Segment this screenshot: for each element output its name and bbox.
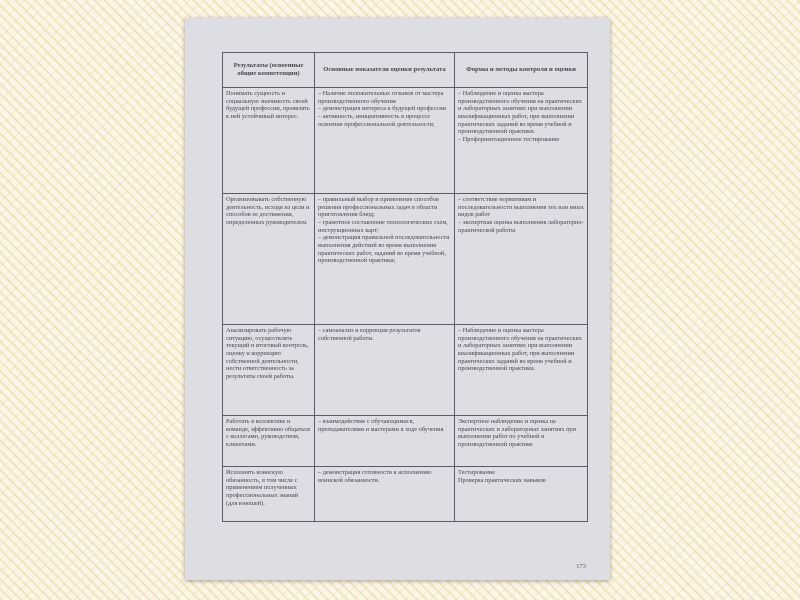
table-row bbox=[223, 416, 588, 467]
assessment-table bbox=[222, 52, 588, 522]
header-results: Результаты (освоенные общие компетенции) bbox=[223, 53, 315, 88]
indicators-cell bbox=[315, 416, 455, 467]
document-page-photo bbox=[185, 18, 610, 580]
table-row bbox=[223, 325, 588, 416]
result-cell: Организовывать собственную деятельность, исходя из цели и способов ее достижения, определенных руководителем. bbox=[223, 194, 315, 325]
method-item: Экспертное наблюдение и оценка на практических и лабораторных занятиях при выполнении работ по учебной и производственной практике bbox=[458, 418, 576, 449]
indicator-item: – демонстрация интереса к будущей профессии bbox=[318, 105, 446, 113]
result-cell: Понимать сущность и социальную значимость своей будущей профессии, проявлять к ней устойчивый интерес. bbox=[223, 88, 315, 194]
methods-cell bbox=[455, 325, 588, 416]
indicator-item: – демонстрация готовности к исполнению воинской обязанности. bbox=[318, 469, 432, 484]
table-header-row bbox=[223, 53, 588, 88]
table-row bbox=[223, 194, 588, 325]
indicators-cell bbox=[315, 194, 455, 325]
table-row bbox=[223, 88, 588, 194]
indicator-item: – Наличие положительных отзывов от мастера производственного обучения bbox=[318, 90, 444, 105]
indicator-item: – самоанализ и коррекция результатов собственной работы. bbox=[318, 327, 421, 342]
methods-cell bbox=[455, 416, 588, 467]
indicators-cell bbox=[315, 467, 455, 522]
methods-cell bbox=[455, 467, 588, 522]
methods-cell bbox=[455, 194, 588, 325]
header-indicators: Основные показатели оценки результата bbox=[315, 53, 455, 88]
table-row bbox=[223, 467, 588, 522]
method-item: – Наблюдение и оценка мастера производственного обучения на практических и лабораторных занятиях при выполнении квалификационных работ, при выполнении практических заданий во время учебной и производственной практики. bbox=[458, 327, 583, 373]
indicator-item: – демонстрация правильной последовательности выполнения действий во время выполнения практических работ, заданий во время учебной, производственной практики; bbox=[318, 234, 450, 265]
method-item: – соответствие нормативам и последовательности выполнения тех или иных видов работ bbox=[458, 196, 584, 219]
indicators-cell bbox=[315, 88, 455, 194]
indicators-cell bbox=[315, 325, 455, 416]
indicator-item: – взаимодействие с обучающимися, преподавателями и мастерами в ходе обучения bbox=[318, 418, 444, 433]
indicator-item: – правильный выбор и применение способов решения профессиональных задач в области приготовления блюд; bbox=[318, 196, 439, 219]
method-item: Тестирование bbox=[458, 469, 495, 476]
header-methods: Формы и методы контроля и оценки bbox=[455, 53, 588, 88]
method-item: – Профориентационное тестирование bbox=[458, 136, 560, 144]
methods-cell bbox=[455, 88, 588, 194]
indicator-item: – грамотное составление технологических схем, инструкционных карт; bbox=[318, 219, 448, 234]
method-item: – экспертная оценка выполнения лабораторно-практической работы bbox=[458, 219, 584, 234]
indicator-item: – активность, инициативность в процессе освоения профессиональной деятельности; bbox=[318, 113, 435, 128]
result-cell: Работать в коллективе и команде, эффективно общаться с коллегами, руководством, клиентами. bbox=[223, 416, 315, 467]
page-number: 173 bbox=[576, 563, 586, 570]
method-item: Проверка практических навыков bbox=[458, 476, 546, 484]
method-item: – Наблюдение и оценка мастера производственного обучения на практических и лабораторных занятиях при выполнении квалификационных работ, при выполнении практических заданий во время учебной и производственной практики. bbox=[458, 90, 583, 136]
result-cell: Исполнять воинскую обязанность, в том числе с применением полученных профессиональных знаний (для юношей). bbox=[223, 467, 315, 522]
result-cell: Анализировать рабочую ситуацию, осуществлять текущий и итоговый контроль, оценку и коррекцию собственной деятельности, нести ответственность за результаты своей работы. bbox=[223, 325, 315, 416]
